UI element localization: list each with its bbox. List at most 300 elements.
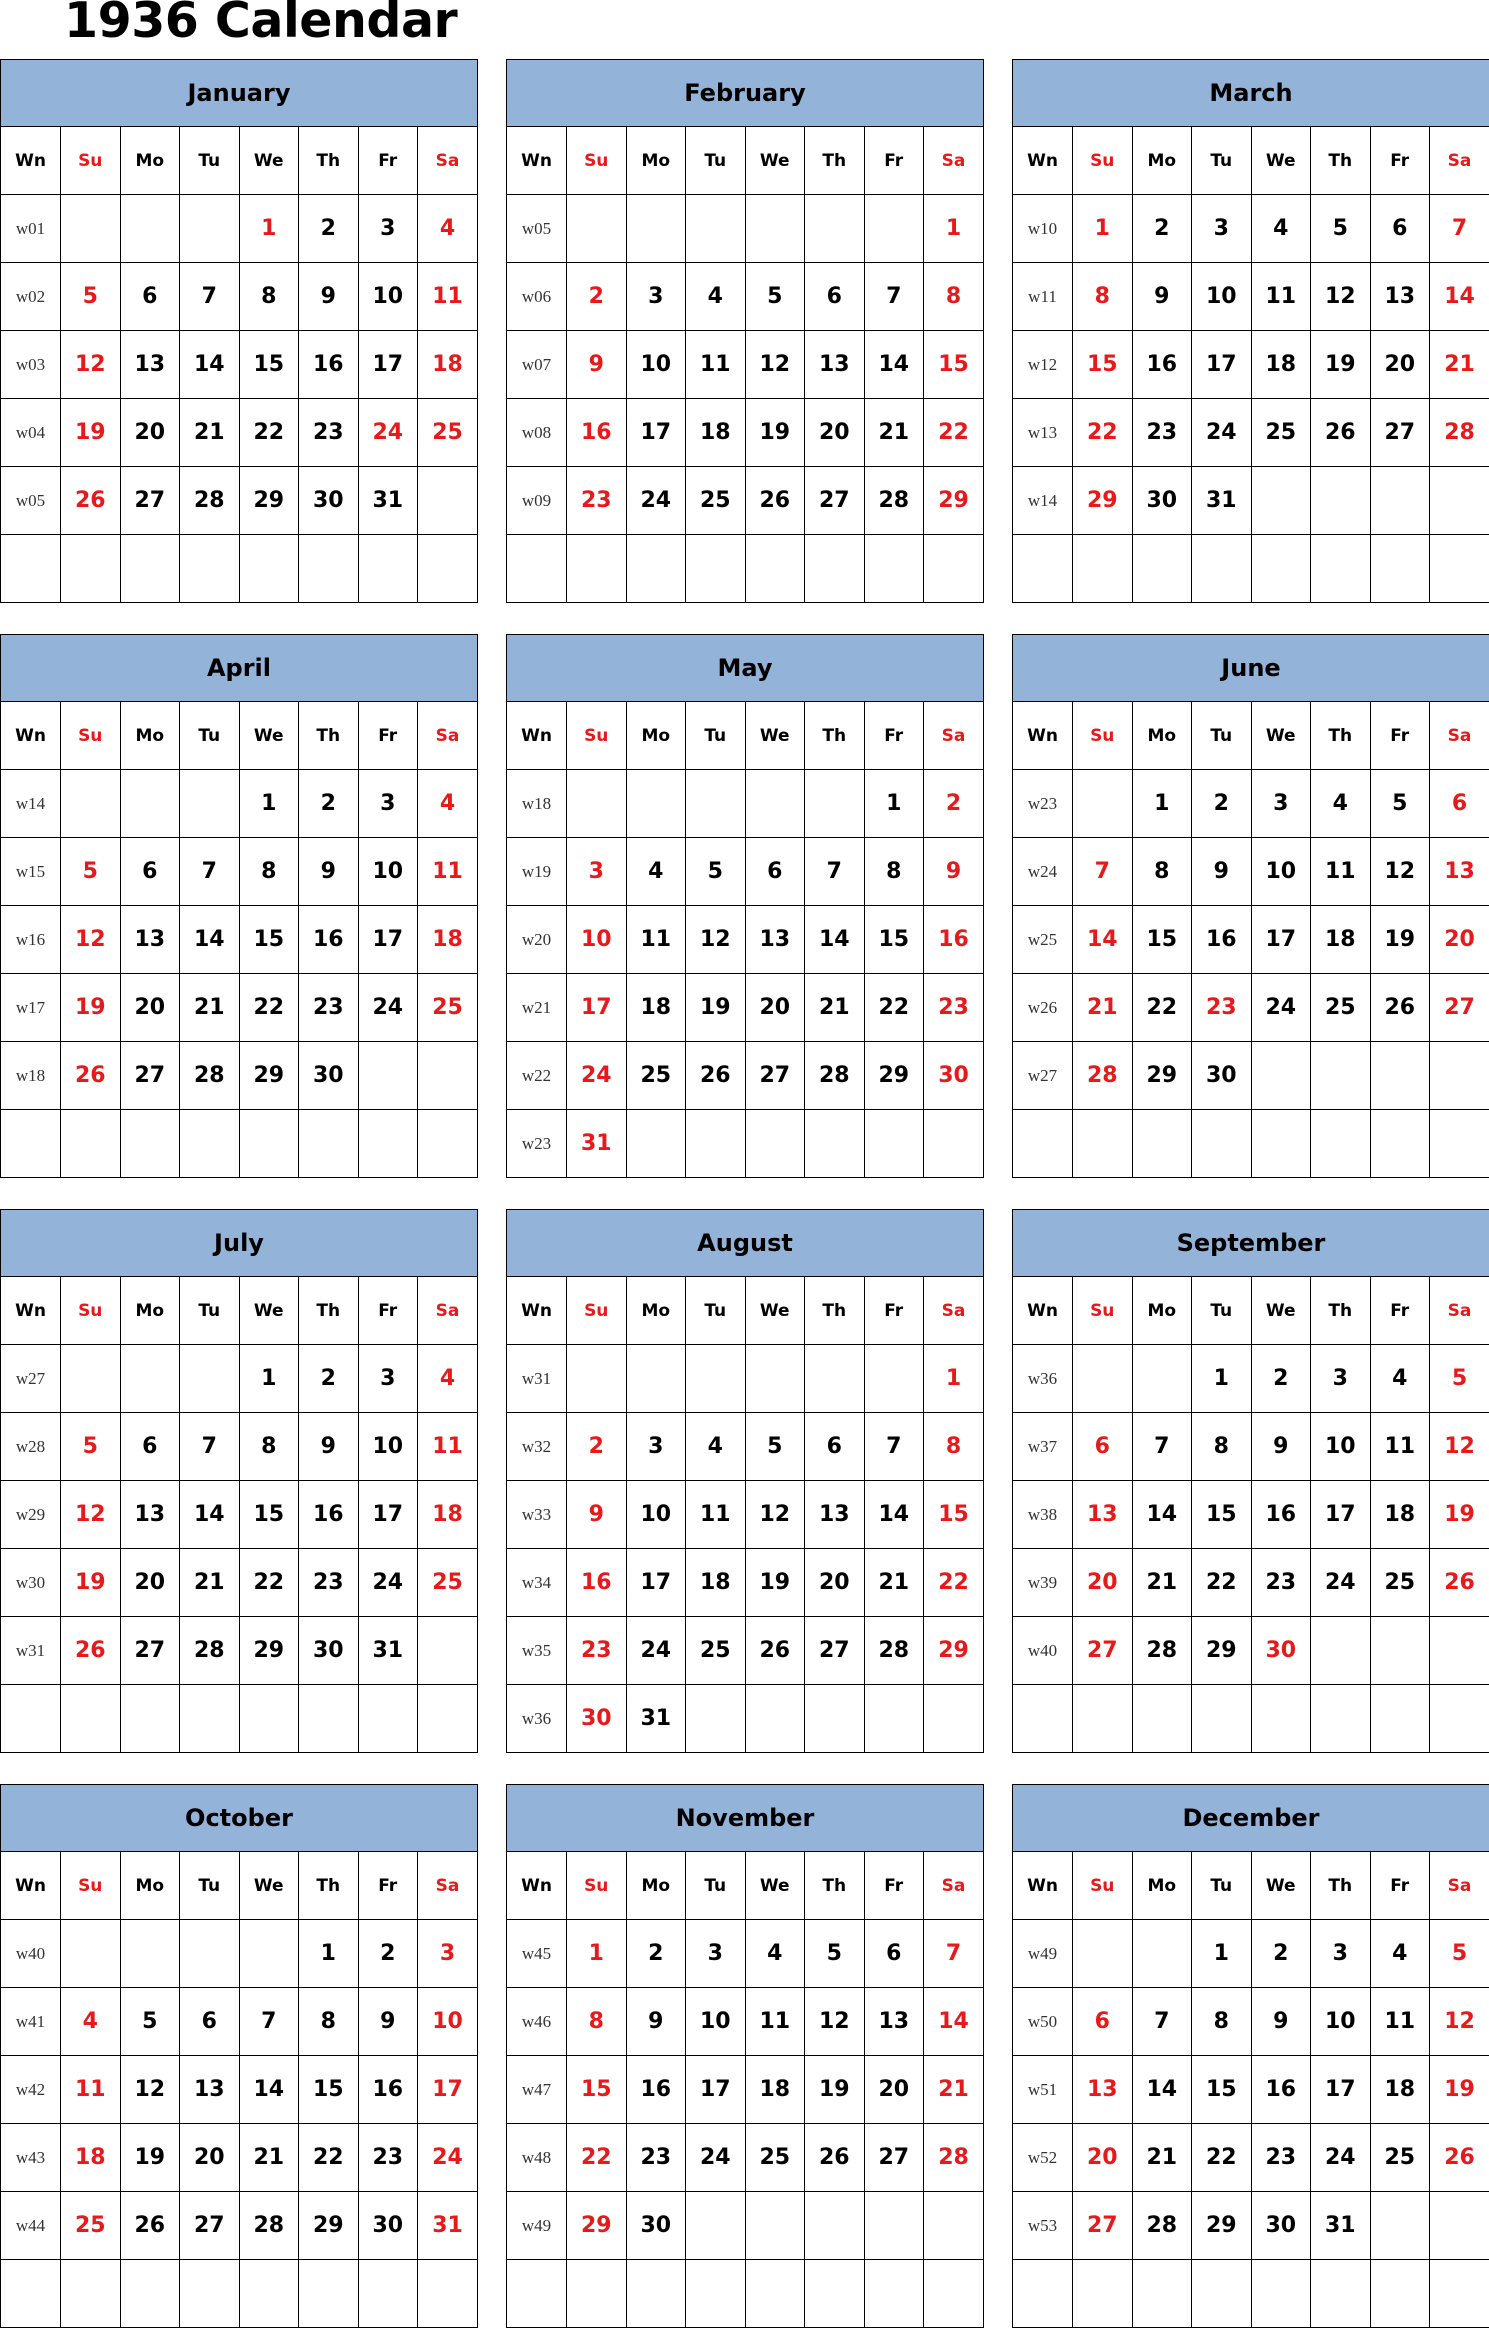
- weekday-header-fr: Fr: [358, 702, 418, 770]
- weekday-header-mo: Mo: [626, 1852, 686, 1920]
- weekday-header-row: [507, 702, 983, 770]
- weekday-header-wn: Wn: [1, 127, 61, 195]
- day-cell: 29: [864, 1042, 924, 1110]
- day-cell: [567, 195, 627, 263]
- day-cell: 2: [299, 770, 359, 838]
- day-cell: 28: [1132, 1617, 1192, 1685]
- weekday-header-wn: Wn: [1013, 127, 1073, 195]
- day-cell: 11: [418, 838, 478, 906]
- day-cell: 22: [567, 2124, 627, 2192]
- weekday-header-fr: Fr: [1370, 1852, 1430, 1920]
- month-november: [506, 1784, 984, 2328]
- day-cell: 27: [120, 467, 180, 535]
- day-cell: [1192, 1685, 1252, 1753]
- day-cell: 15: [1073, 331, 1133, 399]
- weekday-header-row: [1013, 1277, 1489, 1345]
- day-cell: 16: [567, 399, 627, 467]
- day-cell: 24: [1192, 399, 1252, 467]
- week-row: [1013, 331, 1489, 399]
- day-cell: 15: [239, 906, 299, 974]
- day-cell: 21: [1430, 331, 1489, 399]
- week-row: [1013, 1042, 1489, 1110]
- day-cell: 31: [358, 467, 418, 535]
- week-number: [1013, 2260, 1073, 2328]
- day-cell: 30: [1251, 1617, 1311, 1685]
- week-number: w45: [507, 1920, 567, 1988]
- weekday-header-wn: Wn: [1013, 1852, 1073, 1920]
- weekday-header-tu: Tu: [180, 702, 240, 770]
- weekday-header-wn: Wn: [1, 1852, 61, 1920]
- day-cell: 10: [1251, 838, 1311, 906]
- day-cell: 17: [686, 2056, 746, 2124]
- week-number: [1013, 1685, 1073, 1753]
- weekday-header-sa: Sa: [924, 1277, 984, 1345]
- day-cell: [864, 195, 924, 263]
- day-cell: 17: [1251, 906, 1311, 974]
- day-cell: 23: [567, 467, 627, 535]
- day-cell: [299, 1110, 359, 1178]
- week-row: [1, 535, 477, 603]
- day-cell: [1251, 1110, 1311, 1178]
- day-cell: 3: [1192, 195, 1252, 263]
- day-cell: 27: [864, 2124, 924, 2192]
- page-title: 1936 Calendar: [64, 0, 458, 49]
- day-cell: [745, 2192, 805, 2260]
- day-cell: 2: [299, 1345, 359, 1413]
- day-cell: [180, 770, 240, 838]
- day-cell: 16: [1192, 906, 1252, 974]
- day-cell: 11: [1251, 263, 1311, 331]
- day-cell: 3: [626, 1413, 686, 1481]
- day-cell: 25: [418, 399, 478, 467]
- month-title: December: [1013, 1785, 1489, 1852]
- day-cell: 18: [686, 399, 746, 467]
- week-number: w26: [1013, 974, 1073, 1042]
- week-number: w49: [1013, 1920, 1073, 1988]
- day-cell: [686, 1345, 746, 1413]
- day-cell: [418, 467, 478, 535]
- day-cell: [180, 1920, 240, 1988]
- day-cell: 28: [180, 1042, 240, 1110]
- day-cell: 12: [1430, 1413, 1489, 1481]
- week-number: w17: [1, 974, 61, 1042]
- day-cell: 18: [1311, 906, 1371, 974]
- day-cell: 24: [1311, 2124, 1371, 2192]
- day-cell: 9: [1251, 1988, 1311, 2056]
- day-cell: [1430, 2192, 1489, 2260]
- week-number: w08: [507, 399, 567, 467]
- day-cell: [805, 535, 865, 603]
- day-cell: 12: [745, 331, 805, 399]
- day-cell: 24: [418, 2124, 478, 2192]
- day-cell: 13: [120, 906, 180, 974]
- day-cell: [805, 1345, 865, 1413]
- day-cell: 17: [567, 974, 627, 1042]
- day-cell: 29: [239, 467, 299, 535]
- day-cell: [1073, 1920, 1133, 1988]
- day-cell: 18: [418, 331, 478, 399]
- day-cell: [1370, 1685, 1430, 1753]
- weekday-header-th: Th: [805, 1277, 865, 1345]
- day-cell: [1430, 2260, 1489, 2328]
- day-cell: 6: [1430, 770, 1489, 838]
- day-cell: [1192, 535, 1252, 603]
- month-august: [506, 1209, 984, 1753]
- day-cell: 28: [239, 2192, 299, 2260]
- day-cell: 5: [61, 1413, 121, 1481]
- day-cell: 1: [239, 195, 299, 263]
- day-cell: 21: [1073, 974, 1133, 1042]
- weekday-header-su: Su: [1073, 127, 1133, 195]
- day-cell: 14: [180, 331, 240, 399]
- day-cell: 24: [626, 467, 686, 535]
- day-cell: 10: [1311, 1413, 1371, 1481]
- week-number: w52: [1013, 2124, 1073, 2192]
- day-cell: [1311, 1110, 1371, 1178]
- day-cell: [686, 2192, 746, 2260]
- day-cell: 2: [924, 770, 984, 838]
- day-cell: 25: [626, 1042, 686, 1110]
- day-cell: [1430, 535, 1489, 603]
- week-row: [1013, 770, 1489, 838]
- day-cell: 7: [864, 263, 924, 331]
- week-row: [507, 2192, 983, 2260]
- day-cell: 12: [61, 331, 121, 399]
- week-row: [507, 1549, 983, 1617]
- day-cell: 10: [1192, 263, 1252, 331]
- day-cell: [61, 195, 121, 263]
- week-number: w04: [1, 399, 61, 467]
- month-title: May: [507, 635, 983, 702]
- week-row: [507, 838, 983, 906]
- day-cell: 13: [1073, 1481, 1133, 1549]
- day-cell: 11: [1311, 838, 1371, 906]
- day-cell: [626, 770, 686, 838]
- week-row: [507, 399, 983, 467]
- weekday-header-fr: Fr: [1370, 702, 1430, 770]
- day-cell: 6: [180, 1988, 240, 2056]
- week-row: [1013, 1549, 1489, 1617]
- month-march: [1012, 59, 1489, 603]
- day-cell: 11: [686, 1481, 746, 1549]
- day-cell: [120, 1685, 180, 1753]
- day-cell: [924, 1685, 984, 1753]
- day-cell: 7: [1073, 838, 1133, 906]
- day-cell: 3: [1311, 1920, 1371, 1988]
- month-may: [506, 634, 984, 1178]
- day-cell: 26: [745, 467, 805, 535]
- day-cell: 1: [567, 1920, 627, 1988]
- day-cell: [1311, 1685, 1371, 1753]
- week-row: [1, 2260, 477, 2328]
- day-cell: 14: [1132, 1481, 1192, 1549]
- week-number: w28: [1, 1413, 61, 1481]
- month-table: [1, 702, 477, 1177]
- weekday-header-we: We: [1251, 702, 1311, 770]
- day-cell: [1311, 467, 1371, 535]
- day-cell: 9: [567, 331, 627, 399]
- day-cell: 25: [686, 1617, 746, 1685]
- day-cell: 16: [299, 1481, 359, 1549]
- weekday-header-su: Su: [567, 127, 627, 195]
- week-row: [1, 1042, 477, 1110]
- day-cell: [686, 195, 746, 263]
- weekday-header-fr: Fr: [864, 1277, 924, 1345]
- day-cell: [239, 1920, 299, 1988]
- day-cell: 2: [1251, 1345, 1311, 1413]
- week-number: w06: [507, 263, 567, 331]
- day-cell: 11: [418, 1413, 478, 1481]
- day-cell: 23: [924, 974, 984, 1042]
- day-cell: 5: [61, 263, 121, 331]
- day-cell: [358, 2260, 418, 2328]
- day-cell: [1370, 1617, 1430, 1685]
- week-number: w46: [507, 1988, 567, 2056]
- day-cell: 20: [120, 1549, 180, 1617]
- day-cell: 3: [1251, 770, 1311, 838]
- day-cell: 12: [1430, 1988, 1489, 2056]
- day-cell: [805, 1110, 865, 1178]
- weekday-header-we: We: [1251, 1852, 1311, 1920]
- day-cell: [299, 2260, 359, 2328]
- weekday-header-su: Su: [1073, 1852, 1133, 1920]
- week-number: w10: [1013, 195, 1073, 263]
- month-title: March: [1013, 60, 1489, 127]
- day-cell: 31: [567, 1110, 627, 1178]
- day-cell: 6: [745, 838, 805, 906]
- weekday-header-sa: Sa: [1430, 127, 1489, 195]
- day-cell: [1132, 1345, 1192, 1413]
- week-row: [1013, 974, 1489, 1042]
- week-row: [1013, 467, 1489, 535]
- day-cell: 26: [1311, 399, 1371, 467]
- day-cell: 28: [805, 1042, 865, 1110]
- month-title: June: [1013, 635, 1489, 702]
- day-cell: 10: [358, 263, 418, 331]
- week-row: [507, 1042, 983, 1110]
- week-number: w32: [507, 1413, 567, 1481]
- week-number: [1, 1110, 61, 1178]
- week-number: w36: [1013, 1345, 1073, 1413]
- weekday-header-fr: Fr: [1370, 1277, 1430, 1345]
- weekday-header-row: [1, 702, 477, 770]
- day-cell: 1: [239, 770, 299, 838]
- day-cell: 8: [1073, 263, 1133, 331]
- day-cell: 30: [299, 467, 359, 535]
- week-number: w25: [1013, 906, 1073, 974]
- weekday-header-su: Su: [1073, 1277, 1133, 1345]
- week-number: w07: [507, 331, 567, 399]
- day-cell: [626, 2260, 686, 2328]
- day-cell: 7: [1132, 1413, 1192, 1481]
- day-cell: 10: [686, 1988, 746, 2056]
- day-cell: 18: [1370, 1481, 1430, 1549]
- day-cell: 9: [626, 1988, 686, 2056]
- day-cell: 13: [745, 906, 805, 974]
- day-cell: 30: [626, 2192, 686, 2260]
- day-cell: 27: [745, 1042, 805, 1110]
- week-row: [1, 1481, 477, 1549]
- day-cell: [180, 1345, 240, 1413]
- day-cell: 5: [61, 838, 121, 906]
- day-cell: [180, 1110, 240, 1178]
- day-cell: [686, 1110, 746, 1178]
- day-cell: 19: [686, 974, 746, 1042]
- day-cell: 7: [239, 1988, 299, 2056]
- day-cell: [1132, 535, 1192, 603]
- day-cell: 20: [120, 399, 180, 467]
- day-cell: 25: [61, 2192, 121, 2260]
- day-cell: 19: [61, 399, 121, 467]
- day-cell: 23: [567, 1617, 627, 1685]
- month-table: [507, 127, 983, 602]
- week-row: [1013, 535, 1489, 603]
- day-cell: 13: [1073, 2056, 1133, 2124]
- day-cell: 24: [567, 1042, 627, 1110]
- day-cell: 9: [299, 263, 359, 331]
- week-number: w43: [1, 2124, 61, 2192]
- day-cell: 1: [864, 770, 924, 838]
- day-cell: [418, 1617, 478, 1685]
- day-cell: 17: [358, 906, 418, 974]
- weekday-header-fr: Fr: [358, 1277, 418, 1345]
- day-cell: 4: [1370, 1345, 1430, 1413]
- week-row: [1013, 1110, 1489, 1178]
- week-row: [1, 1110, 477, 1178]
- day-cell: 14: [239, 2056, 299, 2124]
- month-title: July: [1, 1210, 477, 1277]
- day-cell: 9: [358, 1988, 418, 2056]
- weekday-header-mo: Mo: [1132, 1852, 1192, 1920]
- day-cell: [1311, 2260, 1371, 2328]
- week-row: [1, 974, 477, 1042]
- weekday-header-th: Th: [1311, 127, 1371, 195]
- month-title: January: [1, 60, 477, 127]
- day-cell: 6: [805, 1413, 865, 1481]
- day-cell: [120, 1345, 180, 1413]
- month-title: September: [1013, 1210, 1489, 1277]
- day-cell: 21: [180, 1549, 240, 1617]
- day-cell: [626, 535, 686, 603]
- week-row: [1013, 1920, 1489, 1988]
- day-cell: [61, 1345, 121, 1413]
- day-cell: 19: [61, 974, 121, 1042]
- week-row: [1013, 906, 1489, 974]
- day-cell: 31: [1192, 467, 1252, 535]
- day-cell: [1073, 2260, 1133, 2328]
- day-cell: [1370, 467, 1430, 535]
- day-cell: [567, 535, 627, 603]
- day-cell: 18: [745, 2056, 805, 2124]
- day-cell: 16: [924, 906, 984, 974]
- day-cell: 13: [805, 331, 865, 399]
- week-row: [1013, 195, 1489, 263]
- weekday-header-tu: Tu: [180, 1852, 240, 1920]
- day-cell: 15: [924, 1481, 984, 1549]
- day-cell: 27: [1370, 399, 1430, 467]
- day-cell: 4: [1311, 770, 1371, 838]
- week-number: w21: [507, 974, 567, 1042]
- day-cell: [567, 1345, 627, 1413]
- day-cell: 7: [180, 838, 240, 906]
- day-cell: 13: [1370, 263, 1430, 331]
- day-cell: 30: [1251, 2192, 1311, 2260]
- day-cell: 5: [745, 263, 805, 331]
- day-cell: 28: [924, 2124, 984, 2192]
- day-cell: 18: [418, 1481, 478, 1549]
- day-cell: [1311, 1042, 1371, 1110]
- day-cell: 19: [805, 2056, 865, 2124]
- day-cell: 22: [239, 399, 299, 467]
- week-number: w23: [507, 1110, 567, 1178]
- month-title: February: [507, 60, 983, 127]
- week-row: [1013, 1345, 1489, 1413]
- month-june: [1012, 634, 1489, 1178]
- weekday-header-sa: Sa: [418, 1852, 478, 1920]
- day-cell: 27: [805, 1617, 865, 1685]
- day-cell: [418, 1685, 478, 1753]
- week-row: [507, 1110, 983, 1178]
- week-row: [1, 1685, 477, 1753]
- weekday-header-th: Th: [805, 702, 865, 770]
- day-cell: 27: [1073, 1617, 1133, 1685]
- day-cell: 8: [239, 1413, 299, 1481]
- day-cell: [1370, 2260, 1430, 2328]
- day-cell: [1073, 1345, 1133, 1413]
- week-row: [1, 195, 477, 263]
- day-cell: [1132, 1920, 1192, 1988]
- day-cell: 5: [1430, 1345, 1489, 1413]
- day-cell: [745, 1685, 805, 1753]
- day-cell: 16: [1251, 2056, 1311, 2124]
- day-cell: [180, 195, 240, 263]
- day-cell: 25: [418, 974, 478, 1042]
- day-cell: [1192, 2260, 1252, 2328]
- day-cell: [358, 1042, 418, 1110]
- day-cell: 29: [924, 467, 984, 535]
- day-cell: 20: [1370, 331, 1430, 399]
- weekday-header-tu: Tu: [1192, 127, 1252, 195]
- day-cell: 22: [1073, 399, 1133, 467]
- day-cell: 2: [299, 195, 359, 263]
- day-cell: 6: [1073, 1413, 1133, 1481]
- day-cell: 4: [1370, 1920, 1430, 1988]
- weekday-header-we: We: [745, 702, 805, 770]
- day-cell: [61, 1920, 121, 1988]
- day-cell: 30: [567, 1685, 627, 1753]
- day-cell: 24: [626, 1617, 686, 1685]
- week-number: w31: [1, 1617, 61, 1685]
- day-cell: 18: [1251, 331, 1311, 399]
- day-cell: 22: [1192, 1549, 1252, 1617]
- day-cell: [1132, 1110, 1192, 1178]
- day-cell: 15: [567, 2056, 627, 2124]
- weekday-header-fr: Fr: [358, 127, 418, 195]
- day-cell: 5: [1370, 770, 1430, 838]
- weekday-header-sa: Sa: [924, 127, 984, 195]
- day-cell: 6: [864, 1920, 924, 1988]
- month-table: [1, 1852, 477, 2327]
- day-cell: 13: [864, 1988, 924, 2056]
- day-cell: [1192, 1110, 1252, 1178]
- weekday-header-wn: Wn: [1, 1277, 61, 1345]
- day-cell: 23: [1251, 1549, 1311, 1617]
- day-cell: 29: [1132, 1042, 1192, 1110]
- weekday-header-tu: Tu: [180, 1277, 240, 1345]
- week-number: w27: [1013, 1042, 1073, 1110]
- day-cell: 15: [924, 331, 984, 399]
- day-cell: 1: [1132, 770, 1192, 838]
